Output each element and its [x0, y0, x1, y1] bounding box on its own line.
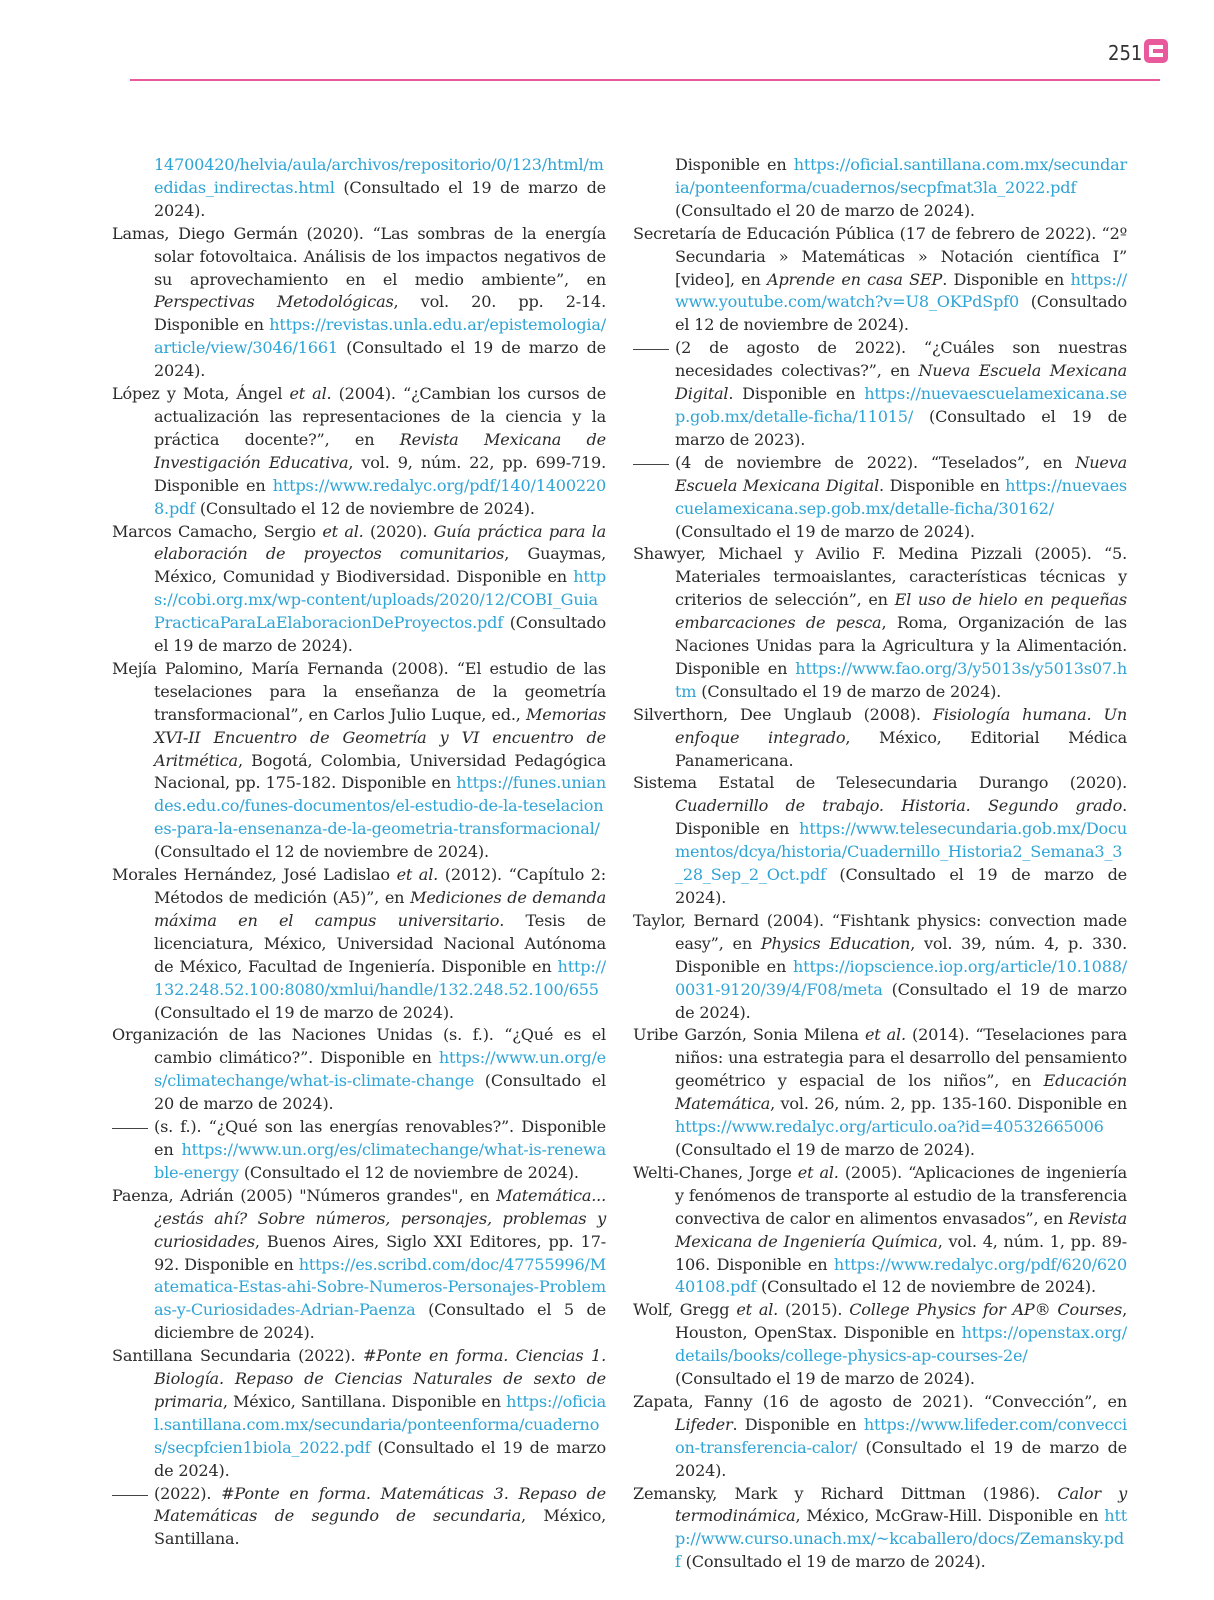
reference-title: Perspectivas Metodológicas: [154, 292, 394, 312]
reference-text: Silverthorn, Dee Unglaub (2008).: [633, 704, 933, 724]
reference-text: (2005). “Aplicaciones de ingeniería y fenómenos de transporte al estudio de la transferencia convectiva de calor en alimentos envasados”, en: [675, 1162, 1128, 1228]
reference-text: , Houston, OpenStax. Disponible en: [675, 1300, 1128, 1343]
reference-italic: et al.: [289, 384, 332, 404]
reference-text: , vol. 20. pp. 2-14. Disponible en: [154, 292, 607, 335]
reference-text: (2004). “¿Cambian los cursos de actualización las representaciones de la ciencia y la práctica docente?”, en: [154, 384, 607, 449]
reference-entry: [633, 1483, 1127, 1575]
reference-title: Fisiología humana. Un enfoque integrado: [675, 704, 1127, 747]
reference-link[interactable]: https://iopscience.iop.org/article/10.1088/0031-9120/39/4/F08/meta: [675, 956, 1127, 999]
reference-text: (2012). “Capítulo 2: Métodos de medición (A5)”, en: [154, 865, 606, 907]
reference-link[interactable]: https://oficial.santillana.com.mx/secundaria/ponteenforma/cuadernos/secpfmat3la_2022.pdf: [675, 155, 1127, 197]
reference-link[interactable]: http://www.curso.unach.mx/~kcaballero/docs/Zemansky.pdf: [675, 1506, 1127, 1572]
reference-title: Mediciones de demanda máxima en el campus universitario: [154, 888, 606, 930]
reference-text: (Consultado el 19 de marzo de 2024).: [154, 177, 606, 220]
reference-link[interactable]: https://www.telesecundaria.gob.mx/Documentos/dcya/historia/Cuadernillo_Historia2_Semana3_3_28_Sep_2_Oct.pdf: [675, 819, 1127, 885]
reference-link[interactable]: 14700420/helvia/aula/archivos/repositorio/0/123/html/medidas_indirectas.html: [154, 155, 604, 197]
reference-entry: [112, 1483, 606, 1552]
reference-title: Aprende en casa SEP: [767, 269, 943, 289]
reference-text: , Roma, Organización de las Naciones Unidas para la Agricultura y la Alimentación. Disponible en: [675, 613, 1127, 678]
reference-text: (Consultado el 19 de marzo de 2023).: [675, 406, 1127, 449]
reference-entry: [112, 223, 606, 383]
reference-entry: [633, 452, 1127, 544]
reference-link[interactable]: https://www.un.org/es/climatechange/what-is-climate-change: [154, 1048, 606, 1091]
reference-link[interactable]: https://www.youtube.com/watch?v=U8_OKPdSpf0: [675, 269, 1127, 312]
reference-text: (Consultado el 19 de marzo de 2024).: [675, 979, 1127, 1022]
reference-title: College Physics for AP® Courses: [849, 1300, 1123, 1320]
reference-text: . Disponible en: [732, 1414, 864, 1434]
reference-link[interactable]: https://oficial.santillana.com.mx/secundaria/ponteenforma/cuadernos/secpfcien1biola_2022.pdf: [154, 1391, 606, 1457]
reference-text: Welti-Chanes, Jorge: [633, 1162, 798, 1182]
header-rule: [130, 79, 1160, 81]
reference-text: Secretaría de Educación Pública (17 de febrero de 2022). “2º Secundaria » Matemáticas » Notación científica I” [video], en: [633, 223, 1127, 289]
reference-text: Santillana Secundaria (2022).: [112, 1346, 363, 1366]
ditto-dash: [633, 349, 669, 350]
reference-text: Zemansky, Mark y Richard Dittman (1986).: [633, 1483, 1058, 1503]
reference-text: (2014). “Teselaciones para niños: una estrategia para el desarrollo del pensamiento geométrico y espacial de los niños”, en: [675, 1025, 1128, 1091]
reference-link[interactable]: https://www.redalyc.org/pdf/140/14002208.pdf: [154, 475, 606, 518]
reference-entry: [633, 543, 1127, 703]
reference-text: (Consultado el 12 de noviembre de 2024).: [194, 498, 535, 518]
reference-link[interactable]: https://www.lifeder.com/conveccion-transferencia-calor/: [675, 1414, 1127, 1457]
reference-italic: et al.: [396, 865, 439, 885]
reference-text: Sistema Estatal de Telesecundaria Durango (2020).: [633, 773, 1127, 793]
reference-link[interactable]: https://www.un.org/es/climatechange/what-is-renewable-energy: [154, 1139, 606, 1182]
reference-link[interactable]: https://funes.uniandes.edu.co/funes-documentos/el-estudio-de-la-teselaciones-para-la-ensenanza-de-la-geometria-transformacional/: [154, 773, 606, 839]
reference-text: Zapata, Fanny (16 de agosto de 2021). “Convección”, en: [633, 1391, 1127, 1411]
reference-text: . Disponible en: [942, 269, 1071, 289]
reference-title: Nueva Escuela Mexicana Digital: [675, 361, 1127, 404]
reference-text: (Consultado el 19 de marzo de 2024).: [675, 865, 1127, 907]
reference-title: Cuadernillo de trabajo. Historia. Segundo grado: [675, 796, 1123, 816]
reference-entry: [633, 1024, 1127, 1161]
reference-text: . Disponible en: [675, 796, 1127, 839]
reference-text: (Consultado el 19 de marzo de 2024).: [675, 1369, 975, 1389]
reference-title: #Ponte en forma. Matemáticas 3. Repaso de Matemáticas de segundo de secundaria: [154, 1483, 606, 1526]
reference-link[interactable]: https://cobi.org.mx/wp-content/uploads/2020/12/COBI_GuiaPracticaParaLaElaboracionDeProyectos.pdf: [154, 567, 606, 633]
reference-text: Uribe Garzón, Sonia Milena: [633, 1025, 865, 1045]
reference-entry: [633, 154, 1127, 223]
reference-text: . Tesis de licenciatura, México, Universidad Nacional Autónoma de México, Facultad de Ingeniería. Disponible en: [154, 910, 606, 976]
reference-text: , vol. 9, núm. 22, pp. 699-719. Disponible en: [154, 452, 607, 495]
reference-text: , Bogotá, Colombia, Universidad Pedagógica Nacional, pp. 175-182. Disponible en: [154, 750, 606, 793]
reference-entry: [112, 1116, 606, 1185]
reference-title: Revista Mexicana de Investigación Educativa: [154, 429, 606, 472]
reference-entry: [633, 1299, 1127, 1391]
references-right-column: [633, 154, 1127, 1574]
reference-text: Disponible en: [675, 155, 794, 174]
reference-title: Revista Mexicana de Ingeniería Química: [675, 1208, 1127, 1251]
ditto-dash: [112, 1128, 148, 1129]
reference-text: (Consultado el 12 de noviembre de 2024).: [756, 1277, 1096, 1297]
reference-title: El uso de hielo en pequeñas embarcaciones de pesca: [675, 590, 1127, 633]
reference-text: (Consultado el 12 de noviembre de 2024).: [154, 842, 489, 862]
reference-entry: [112, 1024, 606, 1116]
reference-entry: [112, 864, 606, 1024]
reference-title: Educación Matemática: [675, 1071, 1127, 1114]
reference-text: (s. f.). “¿Qué son las energías renovables?”. Disponible en: [154, 1117, 606, 1159]
reference-text: (2015).: [778, 1300, 850, 1320]
reference-text: (2020).: [363, 521, 434, 541]
reference-entry: [633, 223, 1127, 338]
reference-text: (Consultado el 19 de marzo de 2024).: [154, 1002, 454, 1022]
reference-text: Marcos Camacho, Sergio: [112, 521, 323, 541]
reference-text: , Guaymas, México, Comunidad y Biodiversidad. Disponible en: [154, 544, 606, 587]
reference-text: (Consultado el 19 de marzo de 2024).: [675, 521, 975, 541]
reference-title: Physics Education: [760, 933, 911, 953]
reference-text: , México, Santillana.: [154, 1506, 606, 1549]
reference-text: , México, Santillana. Disponible en: [222, 1391, 507, 1411]
reference-entry: [633, 1162, 1127, 1299]
reference-text: Shawyer, Michael y Avilio F. Medina Pizzali (2005). “5. Materiales termoaislantes, características técnicas y criterios de selección”, en: [633, 544, 1127, 610]
reference-text: Organización de las Naciones Unidas (s. f.). “¿Qué es el cambio climático?”. Disponible en: [112, 1025, 606, 1068]
reference-text: , vol. 26, núm. 2, pp. 135-160. Disponible en: [770, 1094, 1127, 1114]
reference-text: , México, McGraw-Hill. Disponible en: [795, 1506, 1105, 1526]
reference-text: , vol. 4, núm. 1, pp. 89-106. Disponible en: [675, 1231, 1127, 1274]
reference-text: Morales Hernández, José Ladislao: [112, 865, 397, 885]
reference-text: López y Mota, Ángel: [112, 384, 290, 404]
reference-entry: [633, 704, 1127, 773]
reference-title: #Ponte en forma. Ciencias 1. Biología. Repaso de Ciencias Naturales de sexto de primaria: [154, 1346, 606, 1411]
reference-link[interactable]: https://www.fao.org/3/y5013s/y5013s07.htm: [675, 658, 1127, 701]
reference-entry: [633, 772, 1127, 909]
reference-text: . Disponible en: [879, 475, 1006, 495]
reference-title: Calor y termodinámica: [675, 1483, 1128, 1526]
reference-text: (Consultado el 19 de marzo de 2024).: [154, 613, 606, 656]
reference-entry: [633, 910, 1127, 1025]
reference-text: (Consultado el 12 de noviembre de 2024).: [238, 1162, 579, 1182]
reference-entry: [112, 1185, 606, 1345]
reference-link[interactable]: https://revistas.unla.edu.ar/epistemologia/article/view/3046/1661: [154, 315, 606, 358]
reference-entry: [112, 1345, 606, 1482]
reference-italic: et al.: [864, 1025, 906, 1045]
reference-text: Mejía Palomino, María Fernanda (2008). “El estudio de las teselaciones para la enseñanza de la geometría transformacional”, en Carlos Julio Luque, ed.,: [112, 658, 606, 724]
reference-link[interactable]: https://www.redalyc.org/articulo.oa?id=40532665006: [675, 1117, 1104, 1137]
reference-link[interactable]: http://132.248.52.100:8080/xmlui/handle/132.248.52.100/655: [154, 956, 606, 999]
reference-text: (Consultado el 12 de noviembre de 2024).: [675, 292, 1127, 335]
reference-entry: [112, 521, 606, 658]
reference-text: Lamas, Diego Germán (2020). “Las sombras de la energía solar fotovoltaica. Análisis de los impactos negativos de su aprovechamiento en el medio ambiente”, en: [112, 223, 606, 289]
reference-text: , vol. 39, núm. 4, p. 330. Disponible en: [675, 933, 1127, 976]
reference-text: (4 de noviembre de 2022). “Teselados”, en: [675, 452, 1076, 472]
reference-text: (Consultado el 19 de marzo de 2024).: [154, 338, 606, 381]
reference-text: Taylor, Bernard (2004). “Fishtank physics: convection made easy”, en: [633, 910, 1127, 953]
reference-text: Wolf, Gregg: [633, 1300, 737, 1320]
ditto-dash: [112, 1495, 148, 1496]
reference-text: (Consultado el 20 de marzo de 2024).: [154, 1071, 606, 1114]
reference-text: (Consultado el 19 de marzo de 2024).: [696, 681, 1002, 701]
reference-text: , Buenos Aires, Siglo XXI Editores, pp. 17-92. Disponible en: [154, 1231, 606, 1274]
reference-entry: [633, 1391, 1127, 1483]
reference-italic: et al.: [797, 1162, 839, 1182]
reference-text: (Consultado el 19 de marzo de 2024).: [675, 1437, 1127, 1480]
page-number: 251: [1108, 41, 1143, 65]
reference-text: Paenza, Adrián (2005) "Números grandes", en: [112, 1185, 497, 1205]
reference-title: Memorias XVI-II Encuentro de Geometría y VI encuentro de Aritmética: [154, 704, 606, 770]
reference-entry: [112, 658, 606, 864]
reference-entry: [112, 383, 606, 520]
reference-text: (Consultado el 20 de marzo de 2024).: [675, 200, 975, 220]
reference-text: (2 de agosto de 2022). “¿Cuáles son nuestras necesidades colectivas?”, en: [675, 338, 1127, 381]
reference-text: (Consultado el 19 de marzo de 2024).: [154, 1437, 606, 1480]
reference-link[interactable]: https://nuevaescuelamexicana.sep.gob.mx/detalle-ficha/11015/: [675, 384, 1127, 426]
references-left-column: [112, 154, 606, 1551]
reference-text: , México, Editorial Médica Panamericana.: [675, 727, 1128, 770]
reference-text: (Consultado el 19 de marzo de 2024).: [680, 1552, 986, 1572]
reference-text: (2022).: [154, 1483, 222, 1503]
reference-entry: [112, 154, 606, 223]
reference-italic: et al.: [322, 521, 364, 541]
reference-link[interactable]: https://www.redalyc.org/pdf/620/62040108.pdf: [675, 1254, 1127, 1297]
reference-link[interactable]: https://openstax.org/details/books/college-physics-ap-courses-2e/: [675, 1323, 1127, 1366]
reference-text: . Disponible en: [728, 384, 865, 404]
reference-text: (Consultado el 5 de diciembre de 2024).: [154, 1300, 606, 1343]
reference-title: Guía práctica para la elaboración de proyectos comunitarios: [154, 521, 607, 564]
reference-title: Matemática... ¿estás ahí? Sobre números, personajes, problemas y curiosidades: [154, 1185, 606, 1251]
ditto-dash: [633, 464, 669, 465]
reference-title: Lifeder: [675, 1414, 733, 1434]
reference-entry: [633, 337, 1127, 452]
reference-link[interactable]: https://nuevaescuelamexicana.sep.gob.mx/detalle-ficha/30162/: [675, 475, 1127, 518]
reference-text: (Consultado el 19 de marzo de 2024).: [675, 1139, 975, 1159]
pink-glyph-ornament-icon: [1141, 36, 1171, 66]
reference-link[interactable]: https://es.scribd.com/doc/47755996/Matematica-Estas-ahi-Sobre-Numeros-Personajes-Problemas-y-Curiosidades-Adrian-Paenza: [154, 1254, 606, 1320]
reference-title: Nueva Escuela Mexicana Digital: [675, 452, 1127, 495]
reference-italic: et al.: [736, 1300, 779, 1320]
